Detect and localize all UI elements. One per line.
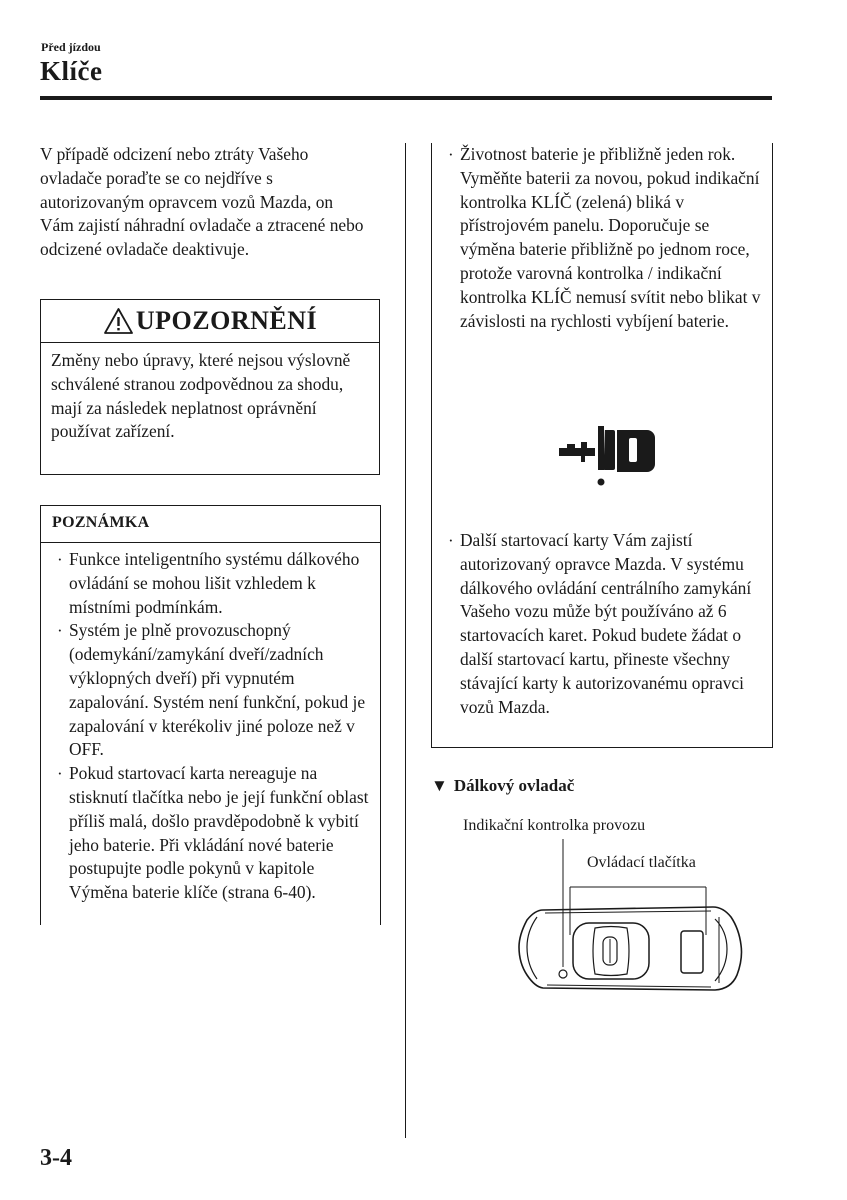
note-list (55, 548, 373, 905)
title-rule (40, 96, 772, 100)
intro-paragraph: V případě odcizení nebo ztráty Vašeho ovladače poraďte se co nejdříve s autorizovaným opravcem vozů Mazda, on Vám zajistí náhradní ovladače a ztracené nebo odcizené ovladače deaktivuje. (40, 144, 364, 260)
subheading-text: Dálkový ovladač (453, 776, 575, 795)
right-note-box (431, 143, 773, 748)
list-item-text: Funkce inteligentního systému dálkového ovládání se mohou lišit vzhledem k místními podmínkám. (69, 549, 360, 617)
note-title: POZNÁMKA (52, 514, 150, 531)
list-item: · Další startovací karty Vám zajistí autorizovaný opravce Mazda. V systému dálkového ovládání centrálního zamykání Vašeho vozu může být používáno až 6 startovacích karet. Pokud budete žádat o další startovací kartu, přineste všechny stávající karty k autorizovanému opravci vozů Mazda. (448, 530, 752, 717)
warning-triangle-icon (103, 307, 134, 335)
key-warning-indicator-icon (557, 424, 657, 492)
triangle-down-icon: ▼ (431, 776, 448, 795)
column-divider (405, 143, 406, 1138)
note-box (40, 505, 381, 925)
list-item-text: Životnost baterie je přibližně jeden rok. Vyměňte baterii za novou, pokud indikační kontrolka KLÍČ (zelená) bliká v přístrojovém panelu. Doporučuje se výměna baterie přibližně po jednom roce, protože varovná kontrolka / indikační kontrolka KLÍČ nemusí svítit nebo blikat v závislosti na rychlosti vybíjení baterie. (460, 144, 761, 331)
warning-body: Změny nebo úpravy, které nejsou výslovně schválené stranou zodpovědnou za shodu, mají za následek neplatnost oprávnění používat zařízení. (51, 350, 351, 442)
note-header (41, 506, 380, 543)
section-label: Před jízdou (41, 40, 101, 54)
list-item: · Pokud startovací karta nereaguje na stisknutí tlačítka nebo je její funkční oblast příliš malá, došlo pravděpodobně k vybití jeho baterie. Při vkládání nové baterie postupujte podle pokynů v kapitole Výměna baterie klíče (strana 6-40). (57, 763, 369, 903)
list-item: · Systém je plně provozuschopný (odemykání/zamykání dveří/zadních výklopných dveří) při vypnutém zapalování. Systém není funkční, pokud je zapalování v kterékoliv jiné poloze než v OFF. (57, 620, 366, 760)
list-item-text: Pokud startovací karta nereaguje na stisknutí tlačítka nebo je její funkční oblast příliš malá, došlo pravděpodobně k vybití jeho baterie. Při vkládání nové baterie postupujte podle pokynů v kapitole Výměna baterie klíče (strana 6-40). (69, 763, 369, 903)
list-item-text: Další startovací karty Vám zajistí autorizovaný opravce Mazda. V systému dálkového ovládání centrálního zamykání Vašeho vozu může být používáno až 6 startovacích karet. Pokud budete žádat o další startovací kartu, přineste všechny stávající karty k autorizovanému opravci vozů Mazda. (460, 530, 752, 717)
page-number: 3-4 (40, 1145, 72, 1171)
subheading (431, 776, 574, 796)
remote-key-illustration (505, 835, 755, 1005)
page-title: Klíče (40, 56, 103, 86)
warning-title: UPOZORNĚNÍ (135, 306, 318, 335)
list-item-text: Systém je plně provozuschopný (odemykání/zamykání dveří/zadních výklopných dveří) při vypnutém zapalování. Systém není funkční, pokud je zapalování v kterékoliv jiné poloze než v OFF. (69, 620, 366, 760)
warning-box (40, 299, 380, 475)
list-item: · Životnost baterie je přibližně jeden rok. Vyměňte baterii za novou, pokud indikační kontrolka KLÍČ (zelená) bliká v přístrojovém panelu. Doporučuje se výměna baterie přibližně po jednom roce, protože varovná kontrolka / indikační kontrolka KLÍČ nemusí svítit nebo blikat v závislosti na rychlosti vybíjení baterie. (448, 144, 761, 331)
figure-label-buttons: Ovládací tlačítka (587, 854, 696, 871)
figure-label-indicator: Indikační kontrolka provozu (463, 817, 646, 834)
list-item: · Funkce inteligentního systému dálkového ovládání se mohou lišit vzhledem k místními podmínkám. (57, 549, 360, 617)
warning-header (41, 300, 379, 343)
